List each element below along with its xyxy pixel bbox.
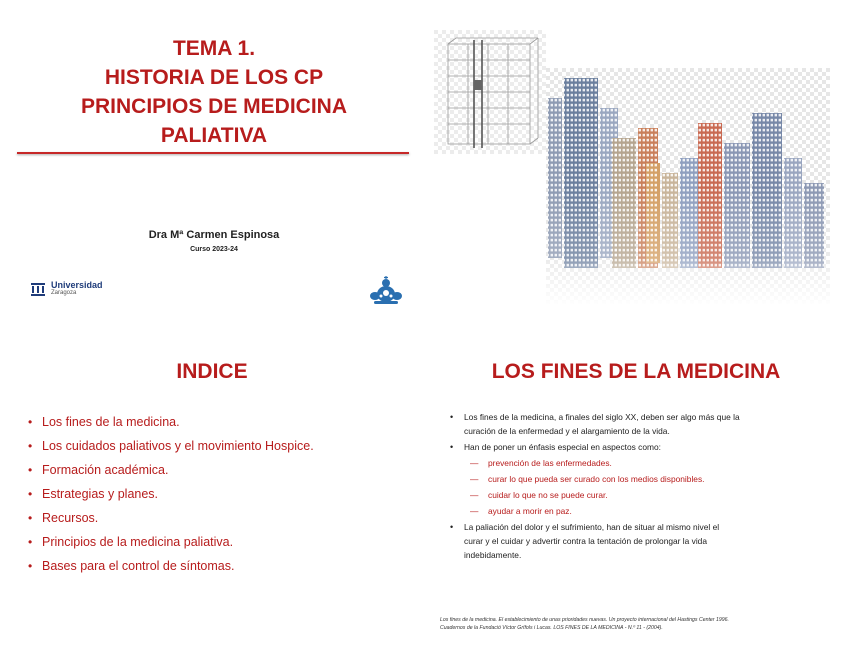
index-item: • Formación académica.: [28, 458, 314, 482]
index-list: [28, 410, 314, 578]
dash-icon: —: [470, 474, 479, 484]
bullet-icon: •: [28, 487, 33, 501]
bullet-icon: •: [450, 522, 454, 532]
city-skyline-image: [546, 68, 830, 304]
course-label: Curso 2023-24: [190, 246, 238, 253]
dash-icon: —: [470, 506, 479, 516]
title-divider: [17, 152, 409, 154]
fines-bullet: • Han de poner un énfasis especial en aspectos como:: [450, 442, 661, 452]
index-item: • Principios de la medicina paliativa.: [28, 530, 314, 554]
scaffold-building-image: [434, 30, 546, 154]
author-name: Dra Mª Carmen Espinosa: [148, 229, 280, 241]
bullet-icon: •: [450, 442, 454, 452]
fines-bullet: • La paliación del dolor y el sufrimiento, han de situar al mismo nivel el curar y el cuidar y advertir contra la tentación de prolongar la vida indebidamente.: [450, 522, 720, 560]
index-item: • Los fines de la medicina.: [28, 410, 314, 434]
bullet-icon: •: [28, 463, 33, 477]
bullet-icon: •: [28, 439, 33, 453]
title-line: TEMA 1.: [172, 37, 256, 60]
title-line: HISTORIA DE LOS CP: [104, 66, 324, 89]
crest-logo-icon: [368, 276, 404, 306]
bullet-icon: •: [28, 559, 33, 573]
bullet-icon: •: [28, 415, 33, 429]
university-city: Zaragoza: [51, 290, 77, 296]
index-item: • Estrategias y planes.: [28, 482, 314, 506]
index-title: INDICE: [176, 360, 248, 383]
bullet-icon: •: [28, 511, 33, 525]
title-line: PALIATIVA: [160, 124, 268, 147]
title-slide: [0, 0, 848, 320]
fines-subitem: — cuidar lo que no se puede curar.: [470, 490, 608, 500]
fines-list: [448, 408, 828, 562]
fines-bullet: • Los fines de la medicina, a finales del siglo XX, deben ser algo más que la curación de la enfermedad y el alargamiento de la vida.: [450, 412, 740, 436]
bullet-icon: •: [28, 535, 33, 549]
dash-icon: —: [470, 458, 479, 468]
footnote: Los fines de la medicina. El establecimiento de unas prioridades nuevas. Un proyecto internacional del Hastings Center 1996. Cuadernos de la Fundació Víctor Grífols i Lucas. LOS FINES DE LA MEDICINA - N.º 11 - (2004).: [440, 617, 729, 631]
slide-title: [20, 34, 408, 150]
university-name: Universidad: [51, 280, 103, 290]
title-line: PRINCIPIOS DE MEDICINA: [80, 95, 348, 118]
fines-subitem: — prevención de las enfermedades.: [470, 458, 612, 468]
fines-subitem: — curar lo que pueda ser curado con los medios disponibles.: [470, 474, 705, 484]
bullet-icon: •: [450, 412, 454, 422]
fines-subitem: — ayudar a morir en paz.: [470, 506, 572, 516]
university-logo-icon: [30, 281, 46, 297]
fines-slide: [424, 330, 848, 655]
index-item: • Los cuidados paliativos y el movimiento Hospice.: [28, 434, 314, 458]
index-slide: [0, 330, 424, 655]
index-item: • Recursos.: [28, 506, 314, 530]
index-item: • Bases para el control de síntomas.: [28, 554, 314, 578]
dash-icon: —: [470, 490, 479, 500]
fines-title: LOS FINES DE LA MEDICINA: [491, 360, 781, 383]
university-logo: [30, 281, 120, 299]
